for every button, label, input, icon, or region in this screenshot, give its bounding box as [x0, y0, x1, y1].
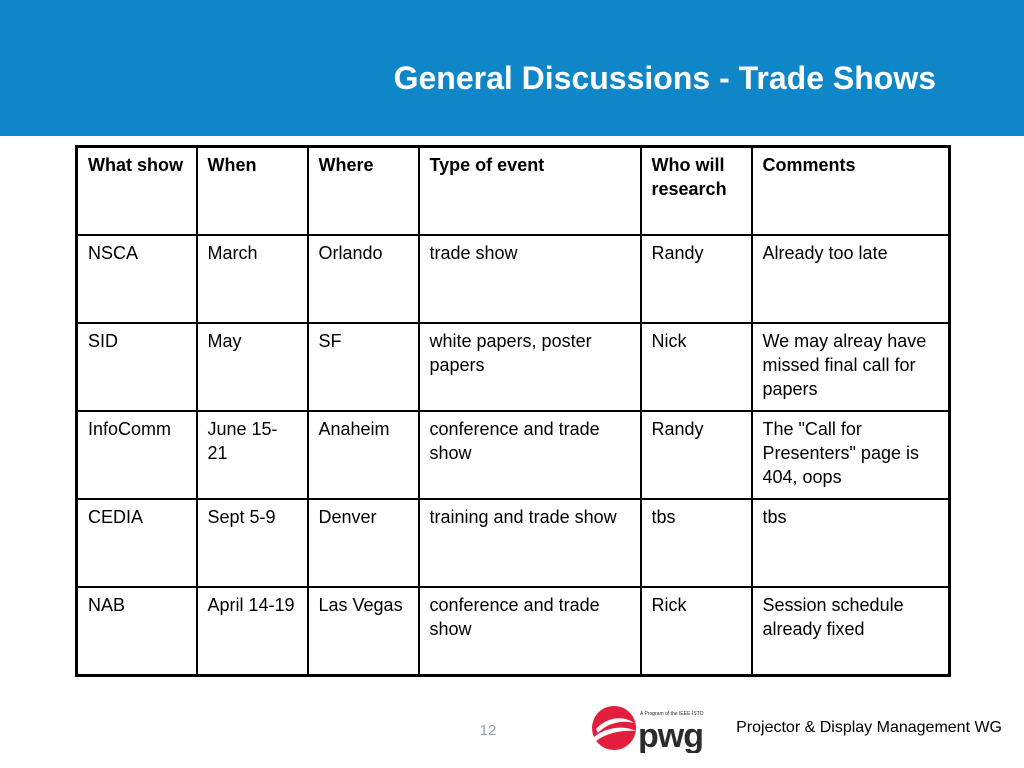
- cell-when: April 14-19: [197, 587, 308, 676]
- cell-when: Sept 5-9: [197, 499, 308, 587]
- slide-title: General Discussions - Trade Shows: [393, 60, 936, 96]
- header-who-will-research: Who will research: [641, 147, 752, 236]
- table-header-row: [77, 147, 950, 236]
- cell-type: trade show: [419, 235, 641, 323]
- header-where: Where: [308, 147, 419, 236]
- cell-comments: tbs: [752, 499, 950, 587]
- cell-researcher: Randy: [641, 411, 752, 499]
- header-when: When: [197, 147, 308, 236]
- cell-where: Orlando: [308, 235, 419, 323]
- table-row: [77, 235, 950, 323]
- cell-comments: The "Call for Presenters" page is 404, oops: [752, 411, 950, 499]
- cell-researcher: Randy: [641, 235, 752, 323]
- header-bar: [0, 0, 1024, 136]
- cell-type: white papers, poster papers: [419, 323, 641, 411]
- pwg-logo: [590, 703, 708, 753]
- trade-shows-table: [75, 145, 951, 677]
- cell-comments: We may alreay have missed final call for papers: [752, 323, 950, 411]
- table-row: [77, 499, 950, 587]
- cell-researcher: Nick: [641, 323, 752, 411]
- cell-where: SF: [308, 323, 419, 411]
- cell-when: March: [197, 235, 308, 323]
- cell-comments: Already too late: [752, 235, 950, 323]
- table-row: [77, 323, 950, 411]
- cell-show: NAB: [77, 587, 197, 676]
- cell-show: NSCA: [77, 235, 197, 323]
- cell-type: conference and trade show: [419, 587, 641, 676]
- cell-where: Anaheim: [308, 411, 419, 499]
- footer-label: Projector & Display Management WG: [736, 719, 1002, 736]
- table-row: [77, 587, 950, 676]
- cell-comments: Session schedule already fixed: [752, 587, 950, 676]
- cell-show: InfoComm: [77, 411, 197, 499]
- cell-where: Denver: [308, 499, 419, 587]
- table-row: [77, 411, 950, 499]
- cell-researcher: Rick: [641, 587, 752, 676]
- cell-type: conference and trade show: [419, 411, 641, 499]
- header-comments: Comments: [752, 147, 950, 236]
- cell-when: May: [197, 323, 308, 411]
- cell-show: SID: [77, 323, 197, 411]
- logo-wordmark: pwg: [638, 717, 703, 753]
- logo-tagline: A Program of the IEEE-ISTO: [640, 711, 704, 717]
- header-what-show: What show: [77, 147, 197, 236]
- page-number: 12: [479, 722, 497, 739]
- trade-shows-table-container: [75, 145, 948, 664]
- header-type-of-event: Type of event: [419, 147, 641, 236]
- cell-when: June 15-21: [197, 411, 308, 499]
- cell-researcher: tbs: [641, 499, 752, 587]
- cell-type: training and trade show: [419, 499, 641, 587]
- cell-where: Las Vegas: [308, 587, 419, 676]
- cell-show: CEDIA: [77, 499, 197, 587]
